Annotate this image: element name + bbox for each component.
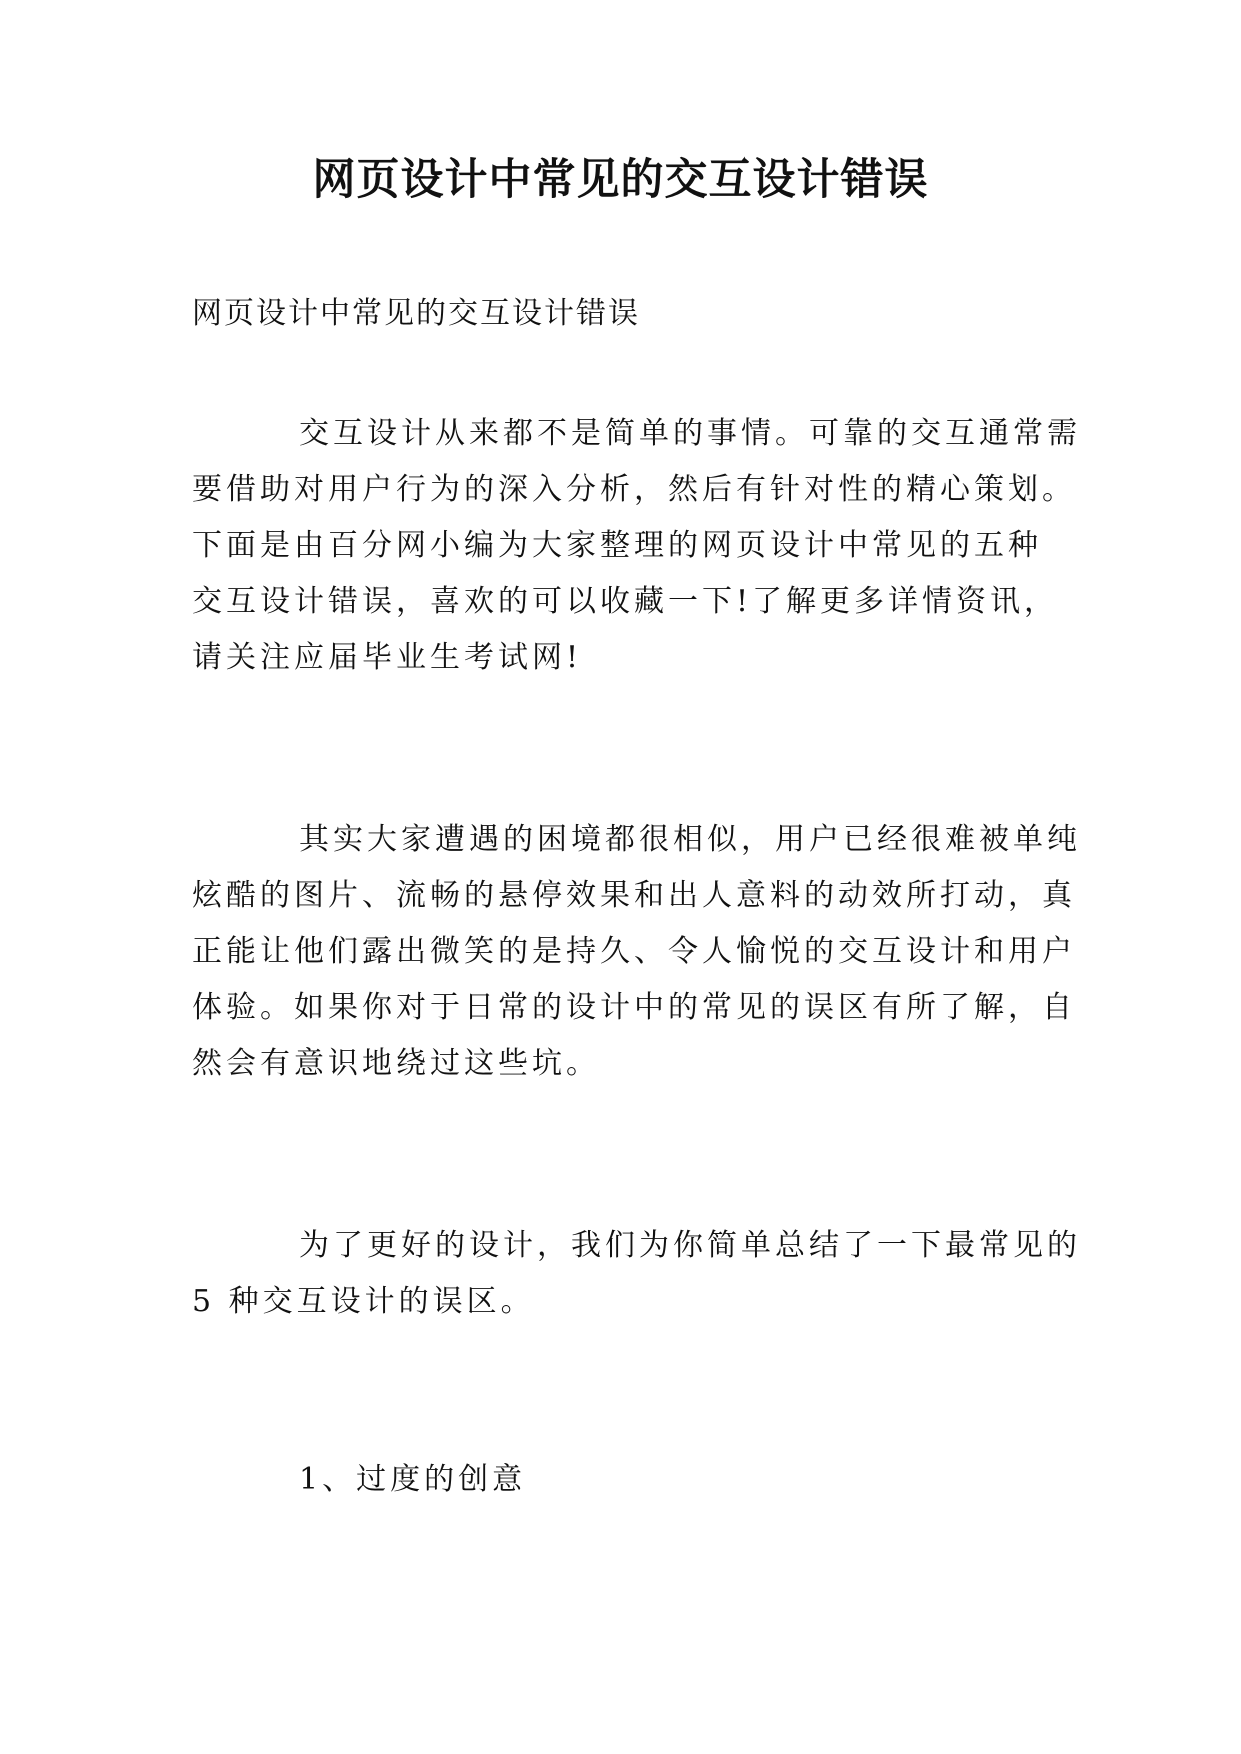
paragraph-background (192, 812, 1081, 1092)
paragraph-line: 下面是由百分网小编为大家整理的网页设计中常见的五种 (192, 528, 1042, 563)
paragraph-line: 5 种交互设计的误区。 (192, 1284, 535, 1319)
paragraph-line: 交互设计从来都不是简单的事情。可靠的交互通常需 (299, 416, 1081, 451)
paragraph-line: 正能让他们露出微笑的是持久、令人愉悦的交互设计和用户 (192, 934, 1076, 969)
paragraph-line: 请关注应届毕业生考试网! (192, 640, 583, 675)
paragraph-line: 体验。如果你对于日常的设计中的常见的误区有所了解，自 (192, 990, 1076, 1025)
section-heading-1 (192, 1452, 1062, 1508)
paragraph-line: 为了更好的设计，我们为你简单总结了一下最常见的 (299, 1228, 1081, 1263)
section-heading-text: 1、过度的创意 (299, 1462, 527, 1497)
paragraph-line: 然会有意识地绕过这些坑。 (192, 1046, 600, 1081)
paragraph-line: 其实大家遭遇的困境都很相似，用户已经很难被单纯 (299, 822, 1081, 857)
document-title: 网页设计中常见的交互设计错误 (312, 155, 929, 205)
paragraph-line: 交互设计错误，喜欢的可以收藏一下!了解更多详情资讯， (192, 584, 1059, 619)
paragraph-intro (192, 406, 1081, 686)
paragraph-line: 炫酷的图片、流畅的悬停效果和出人意料的动效所打动，真 (192, 878, 1076, 913)
paragraph-line: 要借助对用户行为的深入分析，然后有针对性的精心策划。 (192, 472, 1076, 507)
paragraph-summary (192, 1218, 1081, 1330)
document-subtitle: 网页设计中常见的交互设计错误 (192, 296, 640, 331)
